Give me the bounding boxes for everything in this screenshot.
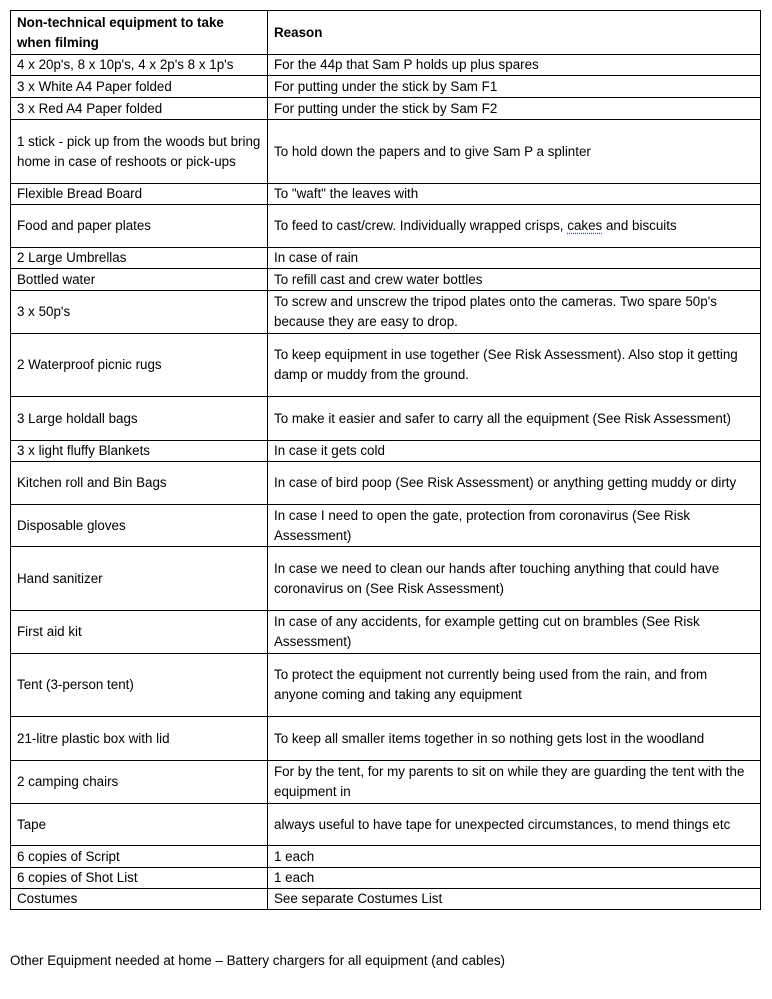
column-header-item: Non-technical equipment to take when filming (11, 11, 268, 55)
table-row (11, 611, 761, 654)
item-cell: 2 Large Umbrellas (11, 248, 268, 269)
item-cell: Food and paper plates (11, 205, 268, 248)
item-cell: Tape (11, 804, 268, 846)
item-cell: 2 camping chairs (11, 761, 268, 804)
reason-cell: In case it gets cold (268, 441, 761, 462)
table-row (11, 505, 761, 547)
item-cell: 4 x 20p's, 8 x 10p's, 4 x 2p's 8 x 1p's (11, 55, 268, 76)
reason-cell: In case I need to open the gate, protection from coronavirus (See Risk Assessment) (268, 505, 761, 547)
item-cell: First aid kit (11, 611, 268, 654)
spellcheck-flagged-word[interactable]: cakes (567, 218, 603, 233)
item-cell: 3 Large holdall bags (11, 397, 268, 441)
equipment-table (10, 10, 761, 910)
table-row (11, 205, 761, 248)
reason-cell: In case of bird poop (See Risk Assessment) or anything getting muddy or dirty (268, 462, 761, 505)
table-row (11, 55, 761, 76)
table-row (11, 291, 761, 334)
reason-cell: For putting under the stick by Sam F2 (268, 98, 761, 120)
item-cell: 6 copies of Script (11, 846, 268, 868)
table-row (11, 889, 761, 910)
reason-cell (268, 205, 761, 248)
table-row (11, 120, 761, 184)
table-row (11, 184, 761, 205)
reason-cell: For putting under the stick by Sam F1 (268, 76, 761, 98)
reason-cell: always useful to have tape for unexpected circumstances, to mend things etc (268, 804, 761, 846)
reason-cell: To refill cast and crew water bottles (268, 269, 761, 291)
table-row (11, 868, 761, 889)
reason-cell: To keep equipment in use together (See Risk Assessment). Also stop it getting damp or muddy from the ground. (268, 334, 761, 397)
reason-cell: See separate Costumes List (268, 889, 761, 910)
item-cell: 21-litre plastic box with lid (11, 717, 268, 761)
reason-cell: To screw and unscrew the tripod plates onto the cameras. Two spare 50p's because they are easy to drop. (268, 291, 761, 334)
reason-cell: To protect the equipment not currently being used from the rain, and from anyone coming and taking any equipment (268, 654, 761, 717)
item-cell: Flexible Bread Board (11, 184, 268, 205)
reason-cell: To keep all smaller items together in so nothing gets lost in the woodland (268, 717, 761, 761)
item-cell: Hand sanitizer (11, 547, 268, 611)
item-cell: 3 x 50p's (11, 291, 268, 334)
item-cell: 3 x White A4 Paper folded (11, 76, 268, 98)
reason-cell: 1 each (268, 846, 761, 868)
column-header-reason: Reason (268, 11, 761, 55)
table-row (11, 804, 761, 846)
table-row (11, 761, 761, 804)
table-row (11, 547, 761, 611)
footer-note: Other Equipment needed at home – Battery chargers for all equipment (and cables) (10, 953, 505, 968)
table-row (11, 76, 761, 98)
reason-cell: In case of rain (268, 248, 761, 269)
table-row (11, 334, 761, 397)
table-row (11, 441, 761, 462)
item-cell: 3 x Red A4 Paper folded (11, 98, 268, 120)
item-cell: 2 Waterproof picnic rugs (11, 334, 268, 397)
table-header-row (11, 11, 761, 55)
reason-cell: For by the tent, for my parents to sit on while they are guarding the tent with the equipment in (268, 761, 761, 804)
table-row (11, 846, 761, 868)
table-row (11, 462, 761, 505)
table-row (11, 717, 761, 761)
reason-cell: For the 44p that Sam P holds up plus spares (268, 55, 761, 76)
item-cell: Disposable gloves (11, 505, 268, 547)
item-cell: Kitchen roll and Bin Bags (11, 462, 268, 505)
item-cell: Costumes (11, 889, 268, 910)
reason-cell: 1 each (268, 868, 761, 889)
reason-text: To feed to cast/crew. Individually wrapped crisps, (274, 218, 568, 233)
item-cell: Tent (3-person tent) (11, 654, 268, 717)
table-row (11, 397, 761, 441)
reason-cell: In case we need to clean our hands after touching anything that could have coronavirus on (See Risk Assessment) (268, 547, 761, 611)
item-cell: Bottled water (11, 269, 268, 291)
reason-cell: To "waft" the leaves with (268, 184, 761, 205)
reason-text: and biscuits (602, 218, 677, 233)
reason-cell: In case of any accidents, for example getting cut on brambles (See Risk Assessment) (268, 611, 761, 654)
table-row (11, 269, 761, 291)
item-cell: 3 x light fluffy Blankets (11, 441, 268, 462)
reason-cell: To hold down the papers and to give Sam P a splinter (268, 120, 761, 184)
table-row (11, 98, 761, 120)
table-row (11, 654, 761, 717)
reason-cell: To make it easier and safer to carry all the equipment (See Risk Assessment) (268, 397, 761, 441)
item-cell: 1 stick - pick up from the woods but bring home in case of reshoots or pick-ups (11, 120, 268, 184)
table-row (11, 248, 761, 269)
item-cell: 6 copies of Shot List (11, 868, 268, 889)
